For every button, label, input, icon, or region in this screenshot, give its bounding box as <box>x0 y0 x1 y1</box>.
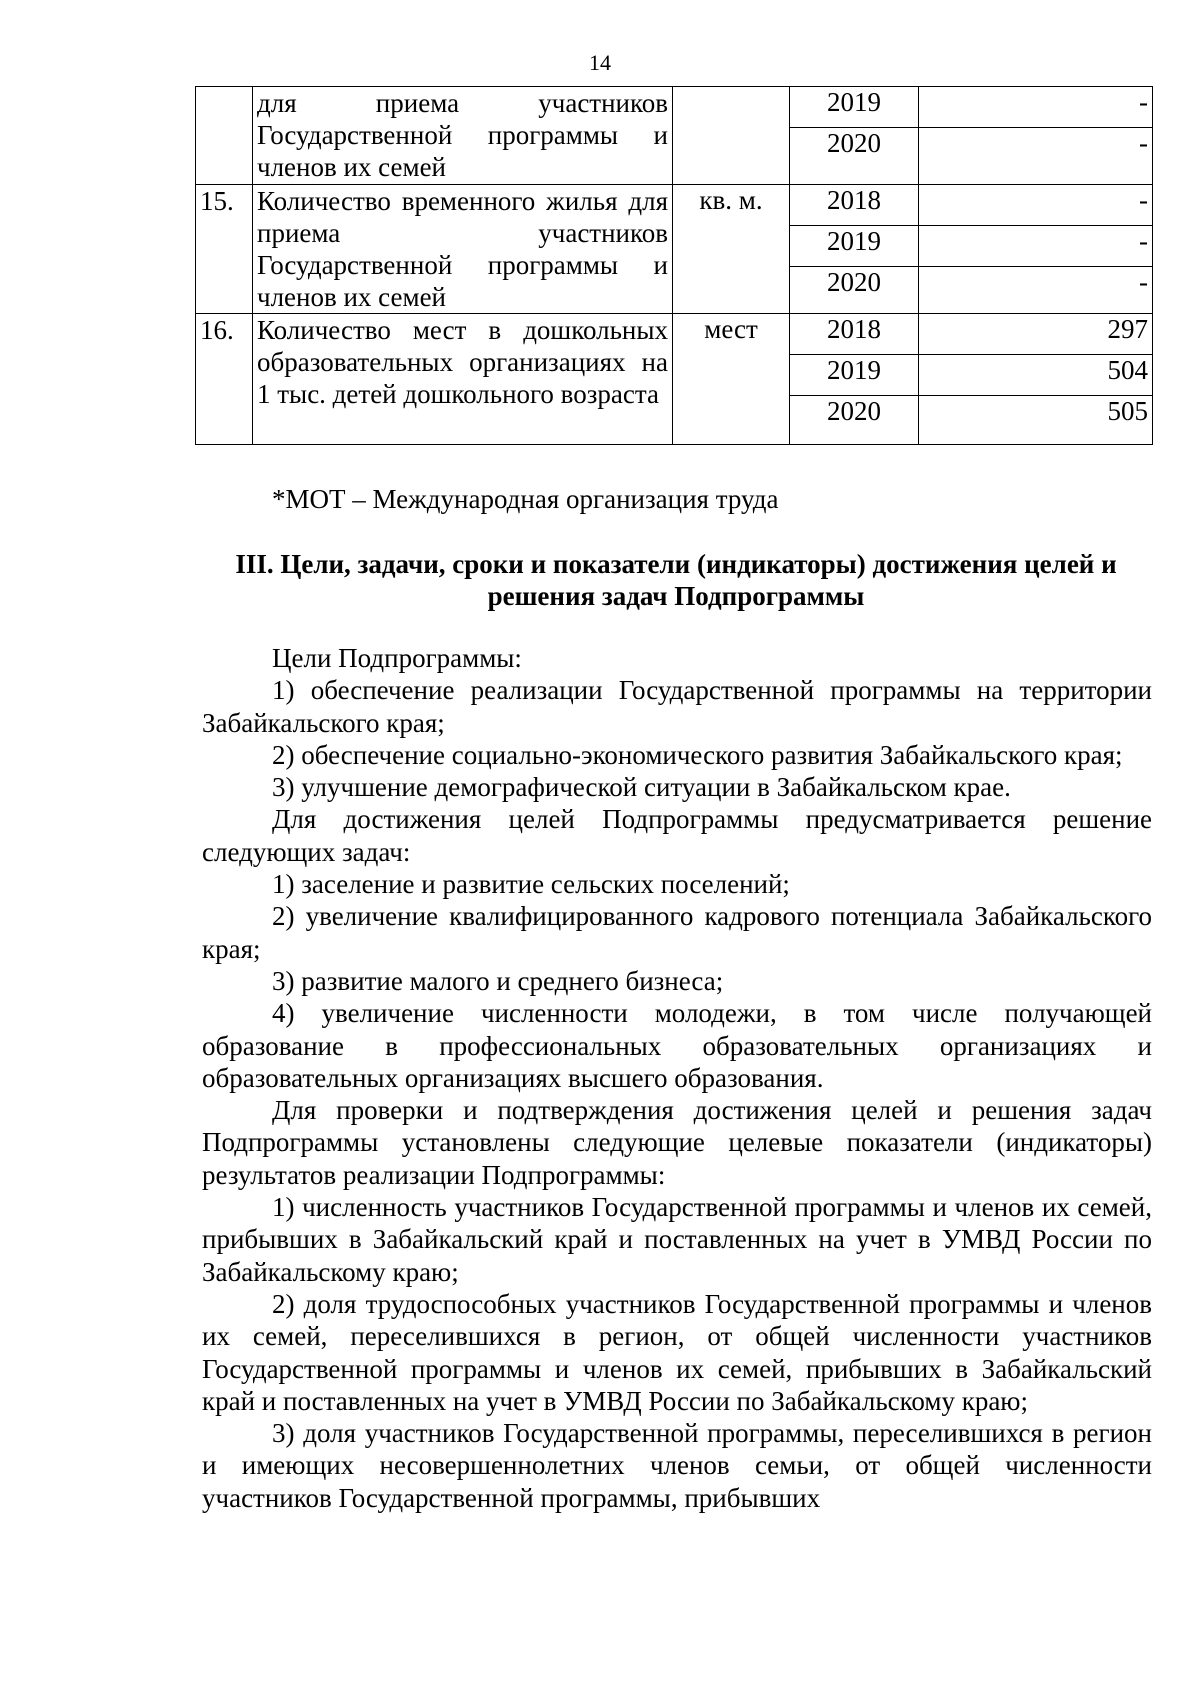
year-cell: 2018 <box>790 185 919 226</box>
table-row <box>196 314 1153 355</box>
value-cell: - <box>919 267 1153 314</box>
paragraph: 1) обеспечение реализации Государственной программы на территории Забайкальского края; <box>202 675 1152 738</box>
value-cell: 504 <box>919 355 1153 396</box>
paragraph: 3) доля участников Государственной программы, переселившихся в регион и имеющих несовершеннолетних членов семьи, от общей численности участников Государственной программы, прибывших <box>202 1418 1152 1513</box>
paragraph: Для достижения целей Подпрограммы предусматривается решение следующих задач: <box>202 804 1152 867</box>
indicators-table <box>195 86 1153 445</box>
paragraph: 2) увеличение квалифицированного кадрового потенциала Забайкальского края; <box>202 901 1152 964</box>
row-number: 15. <box>196 185 253 314</box>
footnote: *МОТ – Международная организация труда <box>272 484 779 514</box>
indicator-name: Количество временного жилья для приема участников Государственной программы и членов их семей <box>253 185 673 314</box>
indicator-name: Количество мест в дошкольных образовательных организациях на 1 тыс. детей дошкольного возраста <box>253 314 673 445</box>
paragraph: 2) доля трудоспособных участников Государственной программы и членов их семей, переселившихся в регион, от общей численности участников Государственной программы и членов их семей, прибывших в Забайкальский край и поставленных на учет в УМВД России по Забайкальскому краю; <box>202 1288 1152 1416</box>
value-cell: 297 <box>919 314 1153 355</box>
year-cell: 2020 <box>790 267 919 314</box>
paragraph: 3) развитие малого и среднего бизнеса; <box>272 965 724 996</box>
paragraph: 1) заселение и развитие сельских поселений; <box>272 869 790 900</box>
year-cell: 2020 <box>790 396 919 445</box>
value-cell: 505 <box>919 396 1153 445</box>
year-cell: 2019 <box>790 355 919 396</box>
year-cell: 2020 <box>790 128 919 185</box>
paragraph: Для проверки и подтверждения достижения целей и решения задач Подпрограммы установлены следующие целевые показатели (индикаторы) результатов реализации Подпрограммы: <box>202 1095 1152 1190</box>
row-number <box>196 87 253 185</box>
value-cell: - <box>919 87 1153 128</box>
paragraph: 4) увеличение численности молодежи, в том числе получающей образование в профессиональных образовательных организациях и образовательных организациях высшего образования. <box>202 998 1152 1093</box>
row-number: 16. <box>196 314 253 445</box>
year-cell: 2018 <box>790 314 919 355</box>
section-title: III. Цели, задачи, сроки и показатели (индикаторы) достижения целей и решения задач Подпрограммы <box>235 549 1117 611</box>
paragraph: 3) улучшение демографической ситуации в Забайкальском крае. <box>272 772 1011 803</box>
table-row <box>196 185 1153 226</box>
unit-cell <box>673 87 790 185</box>
body-text <box>202 642 1152 1514</box>
value-cell: - <box>919 226 1153 267</box>
year-cell: 2019 <box>790 226 919 267</box>
value-cell: - <box>919 185 1153 226</box>
paragraph: 1) численность участников Государственной программы и членов их семей, прибывших в Забайкальский край и поставленных на учет в УМВД России по Забайкальскому краю; <box>202 1192 1152 1287</box>
value-cell: - <box>919 128 1153 185</box>
unit-cell: кв. м. <box>673 185 790 314</box>
paragraph: Цели Подпрограммы: <box>272 643 522 673</box>
table-row <box>196 87 1153 128</box>
unit-cell: мест <box>673 314 790 445</box>
indicator-name: для приема участников Государственной программы и членов их семей <box>253 87 673 185</box>
page-number: 14 <box>589 50 611 75</box>
year-cell: 2019 <box>790 87 919 128</box>
paragraph: 2) обеспечение социально-экономического развития Забайкальского края; <box>272 739 1123 770</box>
